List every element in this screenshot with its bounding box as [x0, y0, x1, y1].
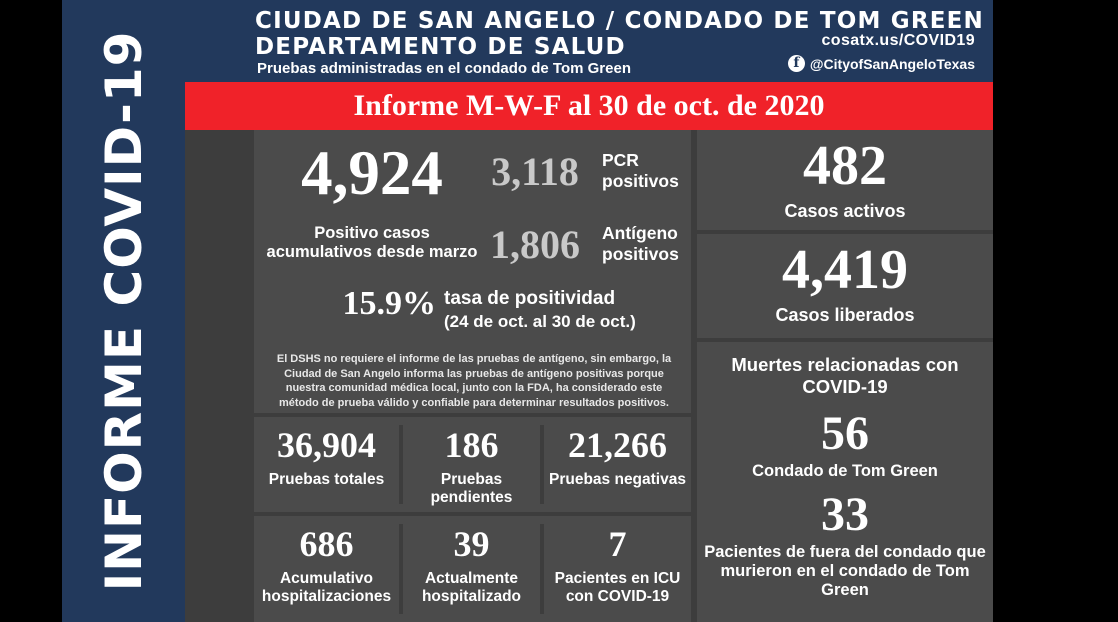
tests-total-label: Pruebas totales: [268, 471, 385, 488]
header-title-line2: DEPARTAMENTO DE SALUD: [255, 34, 626, 60]
left-column: [254, 130, 691, 622]
cumulative-cases-number: 4,924: [301, 138, 443, 208]
deaths-title: Muertes relacionadas con COVID-19: [731, 354, 959, 397]
icu-patients-label: Pacientes en ICU con COVID-19: [554, 570, 681, 605]
header-social-handle: @CityofSanAngeloTexas: [809, 55, 975, 72]
active-cases-card: [697, 130, 993, 230]
report-date-bar: Informe M-W-F al 30 de oct. de 2020: [185, 82, 993, 130]
hosp-cumulative-label: Acumulativo hospitalizaciones: [261, 570, 392, 605]
released-cases-label: Casos liberados: [775, 305, 915, 325]
header-social[interactable]: [788, 55, 975, 72]
facebook-icon: f: [788, 55, 805, 72]
hosp-current-label: Actualmente hospitalizado: [421, 570, 522, 605]
header: [185, 0, 993, 82]
positivity-rate-period: (24 de oct. al 30 de oct.): [444, 312, 636, 331]
hosp-current-number: 39: [453, 524, 490, 564]
header-website-url[interactable]: cosatx.us/COVID19: [821, 32, 975, 49]
tests-pending-cell: [403, 417, 540, 512]
tests-negative-label: Pruebas negativas: [549, 471, 686, 488]
deaths-county-number: 56: [821, 407, 869, 460]
main-content: [185, 130, 993, 622]
tests-pending-label: Pruebas pendientes: [430, 471, 513, 506]
hosp-cumulative-number: 686: [299, 524, 354, 564]
tests-panel: [254, 417, 691, 512]
active-cases-number: 482: [803, 135, 887, 197]
deaths-outside-label: Pacientes de fuera del condado que murieron en el condado de Tom Green: [704, 543, 986, 599]
released-cases-number: 4,419: [782, 239, 908, 301]
antigen-positive-label: Antígeno positivos: [602, 223, 679, 264]
right-column: [697, 130, 993, 622]
header-title-line1: CIUDAD DE SAN ANGELO / CONDADO DE TOM GREEN: [255, 8, 985, 34]
hospitalization-panel: [254, 516, 691, 622]
pcr-positive-label: PCR positivos: [602, 150, 679, 191]
positivity-panel: [254, 130, 691, 413]
deaths-card: [697, 342, 993, 622]
active-cases-label: Casos activos: [784, 201, 906, 221]
positivity-rate-text: tasa de positividad: [444, 288, 616, 309]
positivity-rate-number: 15.9%: [342, 285, 436, 322]
header-subtitle: Pruebas administradas en el condado de Tom Green: [257, 60, 631, 77]
positivity-rate-label: [444, 287, 684, 333]
icu-patients-number: 7: [608, 524, 627, 564]
antigen-disclaimer: El DSHS no requiere el informe de las pruebas de antígeno, sin embargo, la Ciudad de San Angelo informa las pruebas de antígeno positivas porque nuestra comunidad médica local, junto con la FDA, ha considerado este método de prueba válido y confiable para determinar resultados positivos.: [276, 353, 672, 409]
deaths-outside-number: 33: [821, 488, 869, 541]
cumulative-cases-label: Positivo casos acumulativos desde marzo: [266, 224, 478, 261]
hosp-current-cell: [403, 516, 540, 622]
released-cases-card: [697, 234, 993, 338]
hosp-cumulative-cell: [254, 516, 399, 622]
vertical-banner-text: INFORME COVID-19: [94, 30, 153, 592]
tests-negative-cell: [544, 417, 691, 512]
tests-total-number: 36,904: [277, 425, 376, 465]
vertical-banner: [62, 0, 185, 622]
pcr-positive-number: 3,118: [491, 149, 579, 194]
icu-patients-cell: [544, 516, 691, 622]
deaths-county-label: Condado de Tom Green: [752, 462, 938, 480]
antigen-positive-number: 1,806: [490, 222, 580, 267]
tests-negative-number: 21,266: [568, 425, 667, 465]
tests-pending-number: 186: [444, 425, 499, 465]
tests-total-cell: [254, 417, 399, 512]
